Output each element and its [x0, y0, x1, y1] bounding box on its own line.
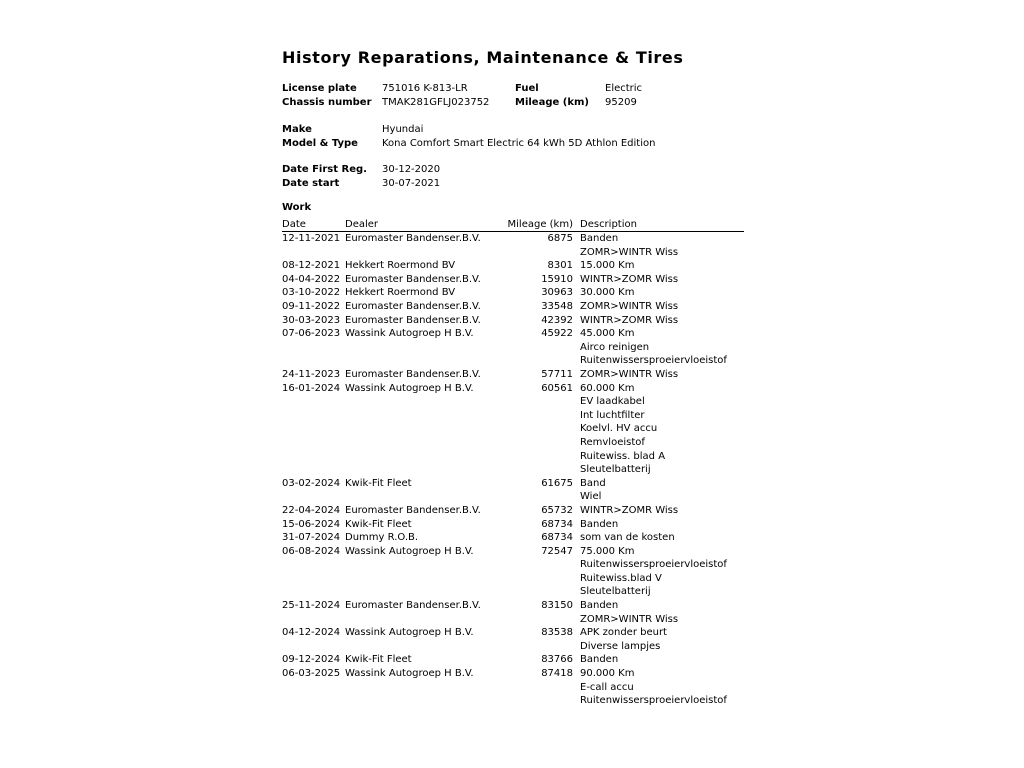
info-row-chassis	[282, 96, 744, 110]
row-dealer: Wassink Autogroep H B.V.	[345, 668, 474, 680]
row-dealer: Wassink Autogroep H B.V.	[345, 382, 474, 394]
table-row	[282, 314, 744, 328]
table-row	[282, 518, 744, 532]
table-row	[282, 273, 744, 287]
row-description-line: som van de kosten	[580, 532, 675, 544]
row-description-line: Banden	[580, 518, 619, 530]
row-description-line: WINTR>ZOMR Wiss	[580, 273, 679, 285]
row-mileage: 33548	[541, 300, 573, 312]
row-dealer: Kwik-Fit Fleet	[345, 654, 412, 666]
row-description-line: Banden	[580, 233, 619, 244]
row-dealer: Wassink Autogroep H B.V.	[345, 545, 474, 557]
table-row	[282, 504, 744, 518]
table-row	[282, 300, 744, 314]
row-description	[580, 368, 678, 382]
row-dealer: Kwik-Fit Fleet	[345, 477, 412, 489]
row-dealer: Euromaster Bandenser.B.V.	[345, 600, 481, 612]
row-description	[580, 286, 634, 300]
row-mileage: 8301	[547, 260, 573, 272]
row-mileage: 15910	[541, 273, 573, 285]
date-start-label: Date start	[282, 177, 340, 189]
row-dealer: Dummy R.O.B.	[345, 532, 419, 544]
first-reg-label: Date First Reg.	[282, 164, 367, 175]
row-date: 30-03-2023	[282, 314, 341, 326]
table-row	[282, 327, 744, 368]
fuel-label: Fuel	[515, 83, 539, 94]
row-description-line: ZOMR>WINTR Wiss	[580, 246, 679, 258]
row-mileage: 6875	[547, 233, 573, 244]
row-description	[580, 518, 618, 532]
row-date: 25-11-2024	[282, 600, 341, 612]
row-mileage: 30963	[541, 287, 573, 299]
row-description	[580, 653, 618, 667]
row-date: 08-12-2021	[282, 260, 341, 272]
row-description-line: 90.000 Km	[580, 668, 635, 680]
row-description-line: Sleutelbatterij	[580, 464, 651, 476]
row-mileage: 83538	[541, 627, 573, 639]
table-row	[282, 531, 744, 545]
info-row-make	[282, 123, 744, 137]
row-description	[580, 273, 678, 287]
row-description-line: 60.000 Km	[580, 382, 635, 394]
row-dealer: Euromaster Bandenser.B.V.	[345, 233, 481, 244]
row-description-line: E-call accu	[580, 681, 634, 693]
row-mileage: 45922	[541, 328, 573, 340]
row-mileage: 87418	[541, 668, 573, 680]
fuel-value: Electric	[605, 83, 643, 94]
row-description-line: ZOMR>WINTR Wiss	[580, 300, 679, 312]
row-date: 03-02-2024	[282, 477, 341, 489]
first-reg-value: 30-12-2020	[382, 164, 441, 175]
table-row	[282, 259, 744, 273]
row-description-line: WINTR>ZOMR Wiss	[580, 504, 679, 516]
header-date: Date	[282, 219, 306, 230]
row-date: 15-06-2024	[282, 518, 341, 530]
row-description-line: 45.000 Km	[580, 328, 635, 340]
date-start-value: 30-07-2021	[382, 177, 441, 189]
table-row	[282, 626, 744, 653]
row-mileage: 83150	[541, 600, 573, 612]
row-dealer: Euromaster Bandenser.B.V.	[345, 368, 481, 380]
row-dealer: Euromaster Bandenser.B.V.	[345, 300, 481, 312]
row-mileage: 61675	[541, 477, 573, 489]
row-date: 03-10-2022	[282, 287, 341, 299]
row-description-line: Wiel	[580, 491, 602, 503]
table-row	[282, 382, 744, 477]
row-description-line: Ruitenwissersproeiervloeistof	[580, 355, 727, 367]
row-description	[580, 327, 727, 368]
row-description	[580, 599, 678, 626]
row-description	[580, 314, 678, 328]
row-dealer: Wassink Autogroep H B.V.	[345, 328, 474, 340]
row-date: 22-04-2024	[282, 504, 341, 516]
row-description-line: 15.000 Km	[580, 260, 635, 272]
table-row	[282, 477, 744, 504]
row-description	[580, 232, 678, 259]
chassis-value: TMAK281GFLJ023752	[382, 96, 490, 108]
row-description-line: APK zonder beurt	[580, 627, 667, 639]
row-description-line: Int luchtfilter	[580, 409, 645, 421]
row-description-line: Ruitenwissersproeiervloeistof	[580, 695, 727, 707]
row-date: 24-11-2023	[282, 368, 341, 380]
row-description-line: WINTR>ZOMR Wiss	[580, 314, 679, 326]
header-dealer: Dealer	[345, 219, 379, 230]
mileage-value: 95209	[605, 96, 637, 108]
table-row	[282, 286, 744, 300]
row-mileage: 83766	[541, 654, 573, 666]
row-description-line: Banden	[580, 600, 619, 612]
row-dealer: Euromaster Bandenser.B.V.	[345, 314, 481, 326]
row-description-line: Remvloeistof	[580, 436, 645, 448]
row-date: 09-12-2024	[282, 654, 341, 666]
info-row-date-start	[282, 177, 744, 191]
license-plate-value: 751016 K-813-LR	[382, 83, 468, 94]
mileage-label: Mileage (km)	[515, 96, 589, 108]
row-description	[580, 477, 606, 504]
row-dealer: Kwik-Fit Fleet	[345, 518, 412, 530]
header-mileage: Mileage (km)	[507, 219, 573, 230]
row-description	[580, 259, 634, 273]
row-mileage: 65732	[541, 504, 573, 516]
table-row	[282, 599, 744, 626]
row-description-line: Ruitenwissersproeiervloeistof	[580, 559, 727, 571]
row-description-line: Banden	[580, 654, 619, 666]
info-row-first-reg	[282, 163, 744, 177]
row-mileage: 68734	[541, 532, 573, 544]
row-date: 16-01-2024	[282, 382, 341, 394]
header-description: Description	[580, 219, 637, 230]
row-date: 06-08-2024	[282, 545, 341, 557]
row-date: 09-11-2022	[282, 300, 341, 312]
row-description-line: 30.000 Km	[580, 287, 635, 299]
row-mileage: 42392	[541, 314, 573, 326]
table-row	[282, 653, 744, 667]
model-value: Kona Comfort Smart Electric 64 kWh 5D Athlon Edition	[382, 137, 656, 149]
row-description-line: Diverse lampjes	[580, 640, 661, 652]
vehicle-info-block-1	[282, 82, 744, 109]
row-description	[580, 626, 667, 653]
page-title: History Reparations, Maintenance & Tires	[282, 48, 684, 67]
row-date: 06-03-2025	[282, 668, 341, 680]
row-description	[580, 531, 675, 545]
row-description-line: ZOMR>WINTR Wiss	[580, 368, 679, 380]
row-date: 04-04-2022	[282, 273, 341, 285]
row-description	[580, 545, 727, 599]
row-description-line: 75.000 Km	[580, 545, 635, 557]
row-date: 31-07-2024	[282, 532, 341, 544]
row-description	[580, 504, 678, 518]
row-mileage: 68734	[541, 518, 573, 530]
table-row	[282, 667, 744, 708]
table-row	[282, 232, 744, 259]
work-table-body	[282, 232, 744, 708]
chassis-label: Chassis number	[282, 96, 372, 108]
work-table-header	[282, 218, 744, 232]
row-description	[580, 382, 665, 477]
row-mileage: 72547	[541, 545, 573, 557]
row-dealer: Wassink Autogroep H B.V.	[345, 627, 474, 639]
make-label: Make	[282, 124, 312, 135]
model-label: Model & Type	[282, 137, 358, 149]
row-description-line: Band	[580, 477, 606, 489]
row-dealer: Euromaster Bandenser.B.V.	[345, 504, 481, 516]
vehicle-info-block-2	[282, 123, 744, 150]
row-mileage: 60561	[541, 382, 573, 394]
row-dealer: Hekkert Roermond BV	[345, 287, 456, 299]
row-description-line: ZOMR>WINTR Wiss	[580, 613, 679, 625]
work-table	[282, 218, 744, 708]
work-section-label: Work	[282, 202, 312, 213]
row-dealer: Euromaster Bandenser.B.V.	[345, 273, 481, 285]
row-description-line: Ruitewiss. blad A	[580, 450, 666, 462]
row-mileage: 57711	[541, 368, 573, 380]
row-description-line: EV laadkabel	[580, 396, 645, 408]
vehicle-info-block-3	[282, 163, 744, 190]
row-description-line: Koelvl. HV accu	[580, 423, 658, 435]
row-description	[580, 300, 678, 314]
row-date: 07-06-2023	[282, 328, 341, 340]
row-description-line: Airco reinigen	[580, 341, 650, 353]
row-date: 04-12-2024	[282, 627, 341, 639]
make-value: Hyundai	[382, 124, 424, 135]
info-row-license	[282, 82, 744, 96]
row-dealer: Hekkert Roermond BV	[345, 260, 456, 272]
table-row	[282, 545, 744, 599]
info-row-model	[282, 137, 744, 151]
row-description-line: Ruitewiss.blad V	[580, 572, 662, 584]
row-date: 12-11-2021	[282, 233, 341, 244]
row-description-line: Sleutelbatterij	[580, 586, 651, 598]
table-row	[282, 368, 744, 382]
license-plate-label: License plate	[282, 83, 357, 94]
row-description	[580, 667, 727, 708]
